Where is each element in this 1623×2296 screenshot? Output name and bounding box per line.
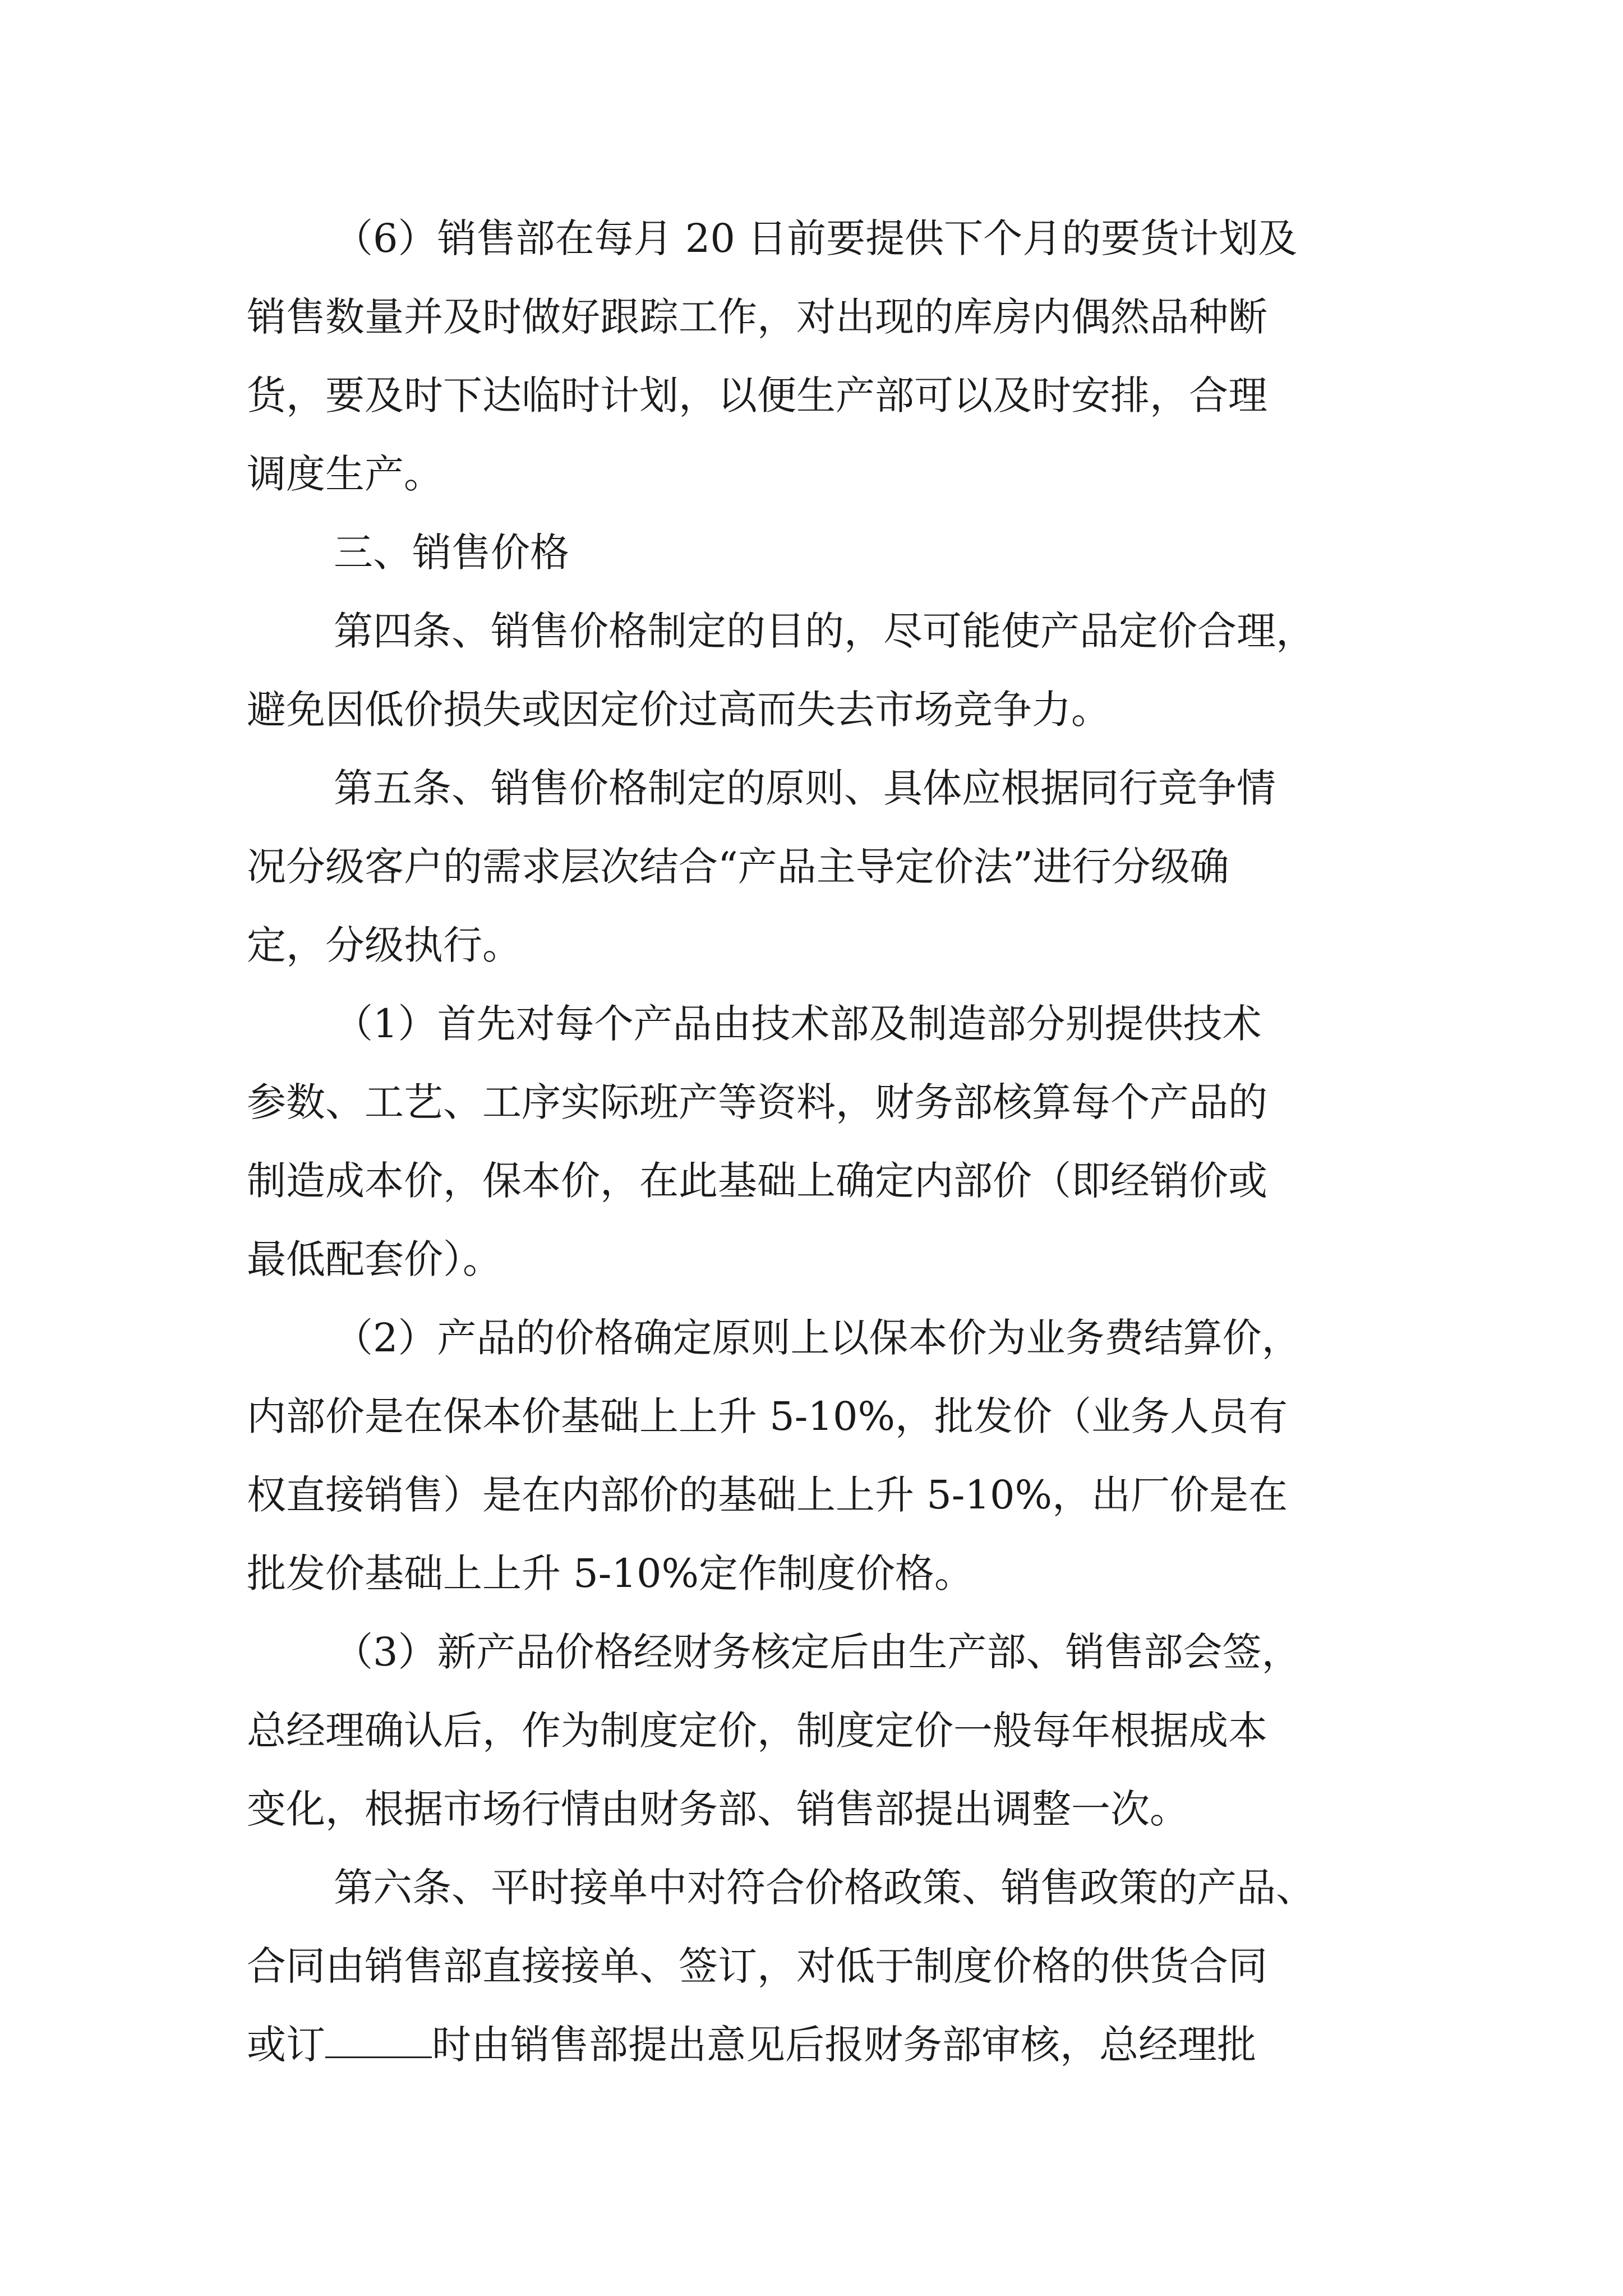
paragraph-line: 避免因低价损失或因定价过高而失去市场竞争力。 <box>247 687 1110 733</box>
paragraph-line: 变化，根据市场行情由财务部、销售部提出调整一次。 <box>247 1786 1189 1832</box>
paragraph-line: 第四条、销售价格制定的目的，尽可能使产品定价合理， <box>334 608 1315 654</box>
paragraph-line: 批发价基础上上升 5-10%定作制度价格。 <box>247 1550 974 1596</box>
paragraph-line: 总经理确认后，作为制度定价，制度定价一般每年根据成本 <box>247 1708 1267 1754</box>
paragraph-line: （3）新产品价格经财务核定后由生产部、销售部会签， <box>334 1629 1301 1675</box>
paragraph-line: 内部价是在保本价基础上上升 5-10%，批发价（业务人员有 <box>247 1393 1288 1439</box>
paragraph-line: 第五条、销售价格制定的原则、具体应根据同行竞争情 <box>334 765 1276 811</box>
line-text-after-blank: 时由销售部提出意见后报财务部审核，总经理批 <box>432 2022 1256 2068</box>
paragraph-line: 最低配套价）。 <box>247 1236 502 1282</box>
paragraph-line: 况分级客户的需求层次结合“产品主导定价法”进行分级确 <box>247 844 1229 890</box>
paragraph-line: 第六条、平时接单中对符合价格政策、销售政策的产品、 <box>334 1865 1315 1911</box>
paragraph-line: 调度生产。 <box>247 451 443 497</box>
section-heading: 三、销售价格 <box>334 530 569 576</box>
paragraph-line: 销售数量并及时做好跟踪工作，对出现的库房内偶然品种断 <box>247 294 1267 340</box>
paragraph-line: 合同由销售部直接接单、签订，对低于制度价格的供货合同 <box>247 1943 1267 1989</box>
paragraph-line: 权直接销售）是在内部价的基础上上升 5-10%，出厂价是在 <box>247 1472 1288 1518</box>
paragraph-line: 参数、工艺、工序实际班产等资料，财务部核算每个产品的 <box>247 1079 1267 1125</box>
paragraph-line: （2）产品的价格确定原则上以保本价为业务费结算价， <box>334 1315 1301 1361</box>
line-text-before-blank: 或订 <box>247 2022 325 2068</box>
paragraph-line: （1）首先对每个产品由技术部及制造部分别提供技术 <box>334 1001 1262 1047</box>
paragraph-line: 制造成本价，保本价，在此基础上确定内部价（即经销价或 <box>247 1158 1267 1204</box>
paragraph-line: 定，分级执行。 <box>247 922 522 968</box>
paragraph-line: （6）销售部在每月 20 日前要提供下个月的要货计划及 <box>334 215 1298 261</box>
paragraph-line-with-blank <box>247 2014 1256 2076</box>
paragraph-line: 货，要及时下达临时计划，以便生产部可以及时安排，合理 <box>247 372 1267 418</box>
fill-in-blank <box>325 2051 432 2058</box>
